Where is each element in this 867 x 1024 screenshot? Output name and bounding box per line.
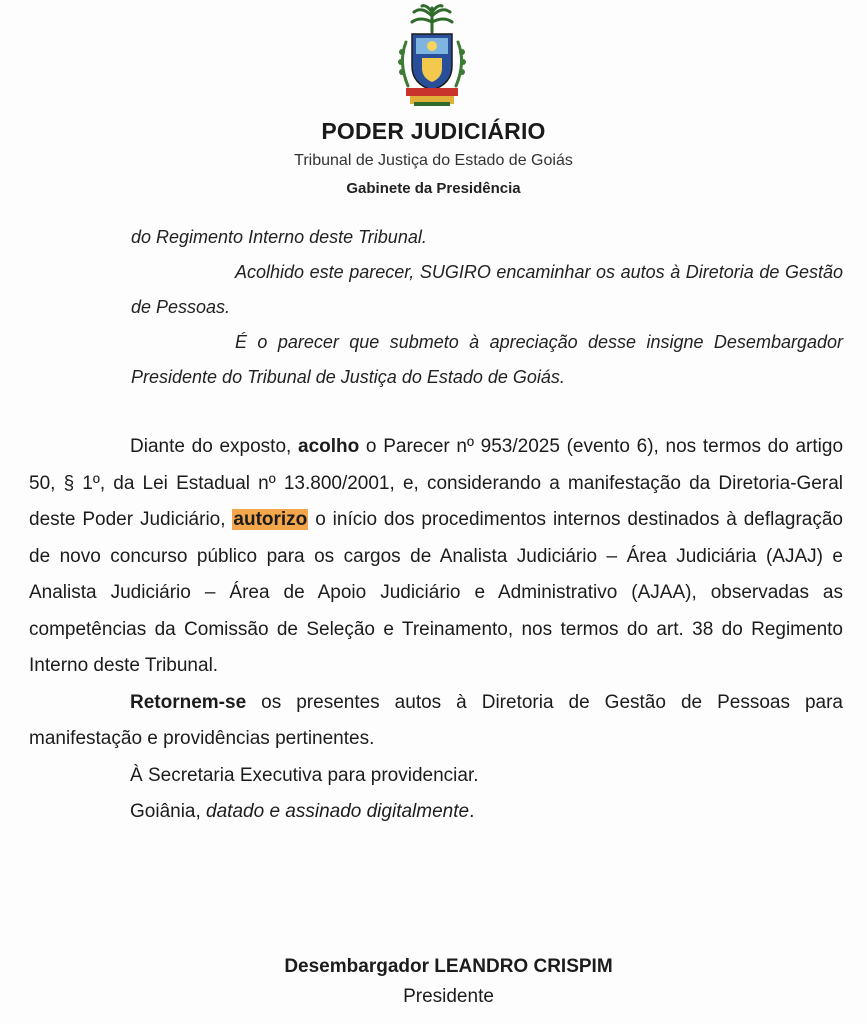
decision-text: o início dos procedimentos internos destinados à deflagração de novo concurso público para os cargos de Analista Judiciário – Área Judiciária (AJAJ) e Analista Judiciário – Área de Apoio Judiciário e Administrativo (AJAA), observadas as competências da Comissão de Seleção e Treinamento, nos termos do art. 38 do Regimento Interno deste Tribunal. <box>29 509 843 676</box>
court-name: Tribunal de Justiça do Estado de Goiás <box>294 152 573 169</box>
decision-keyword-retornem: Retornem-se <box>130 691 247 713</box>
opinion-line-2: Acolhido este parecer, SUGIRO encaminhar os autos à Diretoria de Gestão de Pessoas. <box>131 262 843 317</box>
period-text: . <box>469 801 475 822</box>
decision-paragraph-4 <box>29 794 843 831</box>
decision-paragraph-1 <box>29 429 843 685</box>
decision-paragraph-3: À Secretaria Executiva para providenciar. <box>130 764 479 786</box>
opinion-line-3: É o parecer que submeto à apreciação desse insigne Desembargador Presidente do Tribunal de Justiça do Estado de Goiás. <box>131 332 843 387</box>
decision-text: o Parecer nº 953/2025 (evento 6), nos termos do artigo 50, § 1º, da Lei Estadual nº 13.800/2001, e, considerando a manifestação da Diretoria-Geral deste Poder Judiciário, <box>29 436 844 530</box>
decision-block <box>29 429 843 831</box>
signed-digitally-text: datado e assinado digitalmente <box>206 801 470 822</box>
decision-paragraph-2 <box>29 685 843 758</box>
place-text: Goiânia, <box>130 801 207 822</box>
page-title: PODER JUDICIÁRIO <box>321 118 546 144</box>
decision-text: Diante do exposto, <box>130 436 298 457</box>
signatory-role: Presidente <box>403 986 494 1007</box>
highlighted-keyword-autorizo: autorizo <box>233 509 308 530</box>
opinion-line-1: do Regimento Interno deste Tribunal. <box>131 227 427 247</box>
office-name: Gabinete da Presidência <box>346 180 521 197</box>
coat-of-arms-icon <box>392 2 472 108</box>
decision-text: os presentes autos à Diretoria de Gestão de Pessoas para manifestação e providências pertinentes. <box>29 691 843 749</box>
signatory-name: Desembargador LEANDRO CRISPIM <box>284 956 613 977</box>
opinion-block <box>131 220 843 395</box>
signature-block <box>0 952 867 1012</box>
decision-keyword-acolho: acolho <box>298 436 360 457</box>
